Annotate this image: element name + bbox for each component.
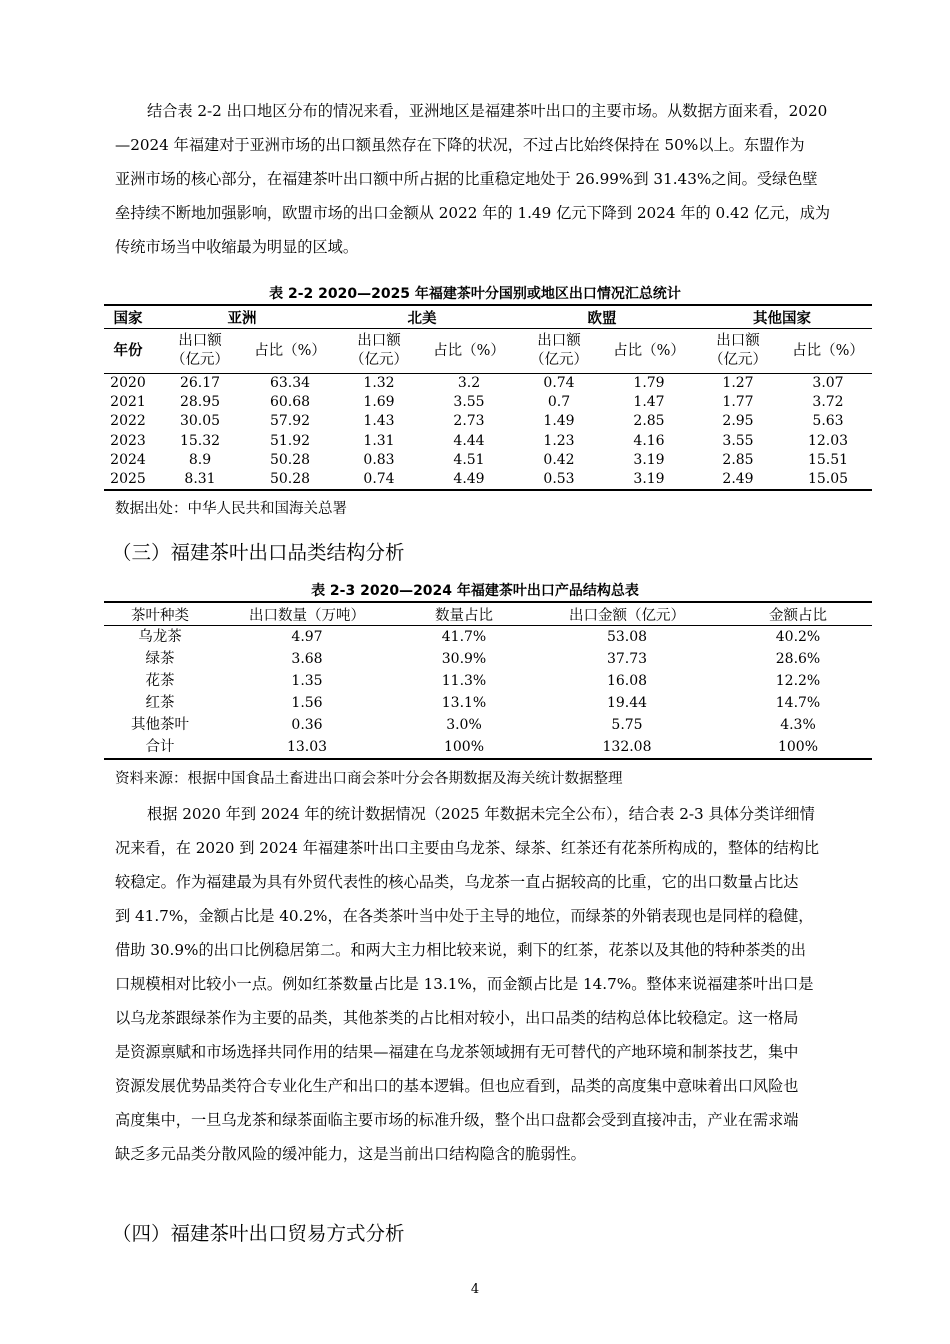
table-caption: 表 2-3 2020—2024 年福建茶叶出口产品结构总表 [311,583,639,599]
cell: 40.2% [775,629,821,645]
paragraph-line: 资源发展优势品类符合专业化生产和出口的基本逻辑。但也应看到，品类的高度集中意味着出口风险也 [115,1077,799,1095]
cell-tea-type: 绿茶 [145,651,175,667]
cell: 3.19 [633,451,665,468]
table-source-note: 资料来源：根据中国食品土畜进出口商会茶叶分会各期数据及海关统计数据整理 [115,771,623,787]
paragraph-line: —2024 年福建对于亚洲市场的出口额虽然存在下降的状况，不过占比始终保持在 50%以上。东盟作为 [115,136,805,154]
paragraph-line: 较稳定。作为福建最为具有外贸代表性的核心品类，乌龙茶一直占据较高的比重，它的出口数量占比达 [115,873,799,891]
cell: 3.68 [291,651,323,667]
cell: 1.35 [291,673,323,689]
cell-tea-type: 其他茶叶 [131,717,189,733]
header-amount: 出口额 （亿元） [692,329,784,374]
cell: 3.19 [606,470,692,490]
cell: 15.05 [784,470,872,490]
cell: 57.92 [269,413,311,430]
cell: 50.28 [248,470,332,490]
cell: 5.75 [611,717,643,733]
paragraph-line: 结合表 2-2 出口地区分布的情况来看，亚洲地区是福建茶叶出口的主要市场。从数据方面来看，2020 [147,102,828,120]
cell: 3.55 [453,394,485,411]
cell: 8.31 [152,470,248,490]
cell-year: 2020 [110,375,146,392]
cell: 0.53 [512,470,606,490]
table-row [104,692,872,714]
cell: 2.49 [692,470,784,490]
table-row [104,451,872,470]
table-row [104,374,872,394]
paragraph-region-analysis [115,94,863,264]
section-heading: （三）福建茶叶出口品类结构分析 [112,541,405,564]
cell: 12.03 [807,432,849,449]
cell: 3.72 [812,394,844,411]
table-row [104,626,872,649]
cell: 1.31 [363,432,395,449]
paragraph-line: 况来看，在 2020 到 2024 年福建茶叶出口主要由乌龙茶、绿茶、红茶还有花茶所构成的，整体的结构比 [115,839,820,857]
cell: 19.44 [606,695,648,711]
cell: 2.85 [722,451,754,468]
paragraph-line: 传统市场当中收缩最为明显的区域。 [115,238,358,256]
table-row [104,432,872,451]
header-region: 北美 [332,305,512,329]
paragraph-line: 是资源禀赋和市场选择共同作用的结果—福建在乌龙茶领域拥有无可替代的产地环境和制茶技艺，集中 [115,1043,799,1061]
cell: 11.3% [441,673,487,689]
cell: 30.05 [179,413,221,430]
cell: 4.51 [453,451,485,468]
cell: 60.68 [269,394,311,411]
cell: 1.43 [363,413,395,430]
table-row [104,412,872,431]
table-source-note: 数据出处：中华人民共和国海关总署 [115,501,347,517]
cell: 1.32 [363,375,395,392]
header-share: 占比（%） [606,329,692,374]
cell: 1.79 [633,375,665,392]
cell: 100% [724,736,872,759]
cell: 3.0% [446,717,482,733]
cell: 26.17 [179,375,221,392]
cell: 37.73 [606,651,648,667]
cell: 4.44 [453,432,485,449]
cell-year: 2022 [110,413,146,430]
cell: 4.97 [291,629,323,645]
paragraph-line: 以乌龙茶跟绿茶作为主要的品类，其他茶类的占比相对较小，出口品类的结构总体比较稳定。这一格局 [115,1009,799,1027]
cell-tea-type: 花茶 [145,673,175,689]
cell: 0.74 [543,375,575,392]
paragraph-line: 高度集中，一旦乌龙茶和绿茶面临主要市场的标准升级，整个出口盘都会受到直接冲击，产业在需求端 [115,1111,799,1129]
cell: 16.08 [606,673,648,689]
cell-year: 2023 [110,432,146,449]
cell-tea-type: 乌龙茶 [138,629,182,645]
header-cell: 出口金额（亿元） [530,602,724,626]
paragraph-category-analysis [115,797,863,1171]
header-amount: 出口额 （亿元） [332,329,426,374]
cell: 8.9 [188,451,212,468]
cell: 1.27 [722,375,754,392]
section-heading: （四）福建茶叶出口贸易方式分析 [112,1222,405,1245]
paragraph-line: 垒持续不断地加强影响，欧盟市场的出口金额从 2022 年的 1.49 亿元下降到 2024 年的 0.42 亿元，成为 [115,204,831,222]
cell: 15.32 [179,432,221,449]
cell: 28.6% [775,651,821,667]
header-country: 国家 [104,305,152,329]
cell: 4.3% [780,717,816,733]
cell: 0.7 [547,394,571,411]
cell: 132.08 [530,736,724,759]
cell-tea-type: 红茶 [145,695,175,711]
cell-tea-type: 合计 [104,736,216,759]
cell: 2.95 [722,413,754,430]
header-cell: 金额占比 [724,602,872,626]
header-amount: 出口额 （亿元） [152,329,248,374]
cell: 28.95 [179,394,221,411]
cell: 41.7% [441,629,487,645]
table-row [104,670,872,692]
cell-year: 2021 [110,394,146,411]
cell: 0.36 [291,717,323,733]
product-structure-table [104,601,872,760]
cell: 13.03 [216,736,398,759]
header-region: 欧盟 [512,305,692,329]
table-row-total [104,736,872,759]
paragraph-line: 借助 30.9%的出口比例稳居第二。和两大主力相比较来说，剩下的红茶，花茶以及其他的特种茶类的出 [115,941,806,959]
paragraph-line: 到 41.7%，金额占比是 40.2%，在各类茶叶当中处于主导的地位，而绿茶的外销表现也是同样的稳健， [115,907,814,925]
cell: 63.34 [269,375,311,392]
paragraph-line: 亚洲市场的核心部分，在福建茶叶出口额中所占据的比重稳定地处于 26.99%到 31.43%之间。受绿色壁 [115,170,818,188]
cell: 1.23 [543,432,575,449]
cell: 15.51 [807,451,849,468]
table-row [104,714,872,736]
cell: 1.49 [543,413,575,430]
cell: 0.83 [363,451,395,468]
table-caption: 表 2-2 2020—2025 年福建茶叶分国别或地区出口情况汇总统计 [269,286,681,302]
header-cell: 茶叶种类 [104,602,216,626]
header-region: 亚洲 [152,305,332,329]
header-amount: 出口额 （亿元） [512,329,606,374]
cell: 5.63 [812,413,844,430]
header-year: 年份 [104,329,152,374]
table-row [104,470,872,490]
cell: 1.56 [291,695,323,711]
cell: 51.92 [269,432,311,449]
header-share: 占比（%） [426,329,512,374]
cell: 3.2 [457,375,481,392]
header-cell: 出口数量（万吨） [216,602,398,626]
page-number: 4 [470,1282,480,1297]
table-row [104,393,872,412]
cell: 2.73 [453,413,485,430]
paragraph-line: 口规模相对比较小一点。例如红茶数量占比是 13.1%，而金额占比是 14.7%。整体来说福建茶叶出口是 [115,975,814,993]
cell: 1.69 [363,394,395,411]
header-share: 占比（%） [248,329,332,374]
cell: 0.74 [332,470,426,490]
export-region-table [104,304,872,491]
cell: 1.77 [722,394,754,411]
cell: 3.07 [812,375,844,392]
header-share: 占比（%） [784,329,872,374]
paragraph-line: 缺乏多元品类分散风险的缓冲能力，这是当前出口结构隐含的脆弱性。 [115,1145,586,1163]
cell: 4.49 [426,470,512,490]
cell: 1.47 [633,394,665,411]
cell: 3.55 [722,432,754,449]
cell: 50.28 [269,451,311,468]
cell: 30.9% [441,651,487,667]
cell: 13.1% [441,695,487,711]
cell: 53.08 [606,629,648,645]
cell-year: 2024 [110,451,146,468]
cell: 2.85 [633,413,665,430]
paragraph-line: 根据 2020 年到 2024 年的统计数据情况（2025 年数据未完全公布），结合表 2-3 具体分类详细情 [147,805,815,823]
cell-year: 2025 [104,470,152,490]
cell: 14.7% [775,695,821,711]
table-row [104,648,872,670]
cell: 4.16 [633,432,665,449]
header-region: 其他国家 [692,305,872,329]
cell: 12.2% [775,673,821,689]
cell: 100% [398,736,530,759]
cell: 0.42 [543,451,575,468]
header-cell: 数量占比 [398,602,530,626]
